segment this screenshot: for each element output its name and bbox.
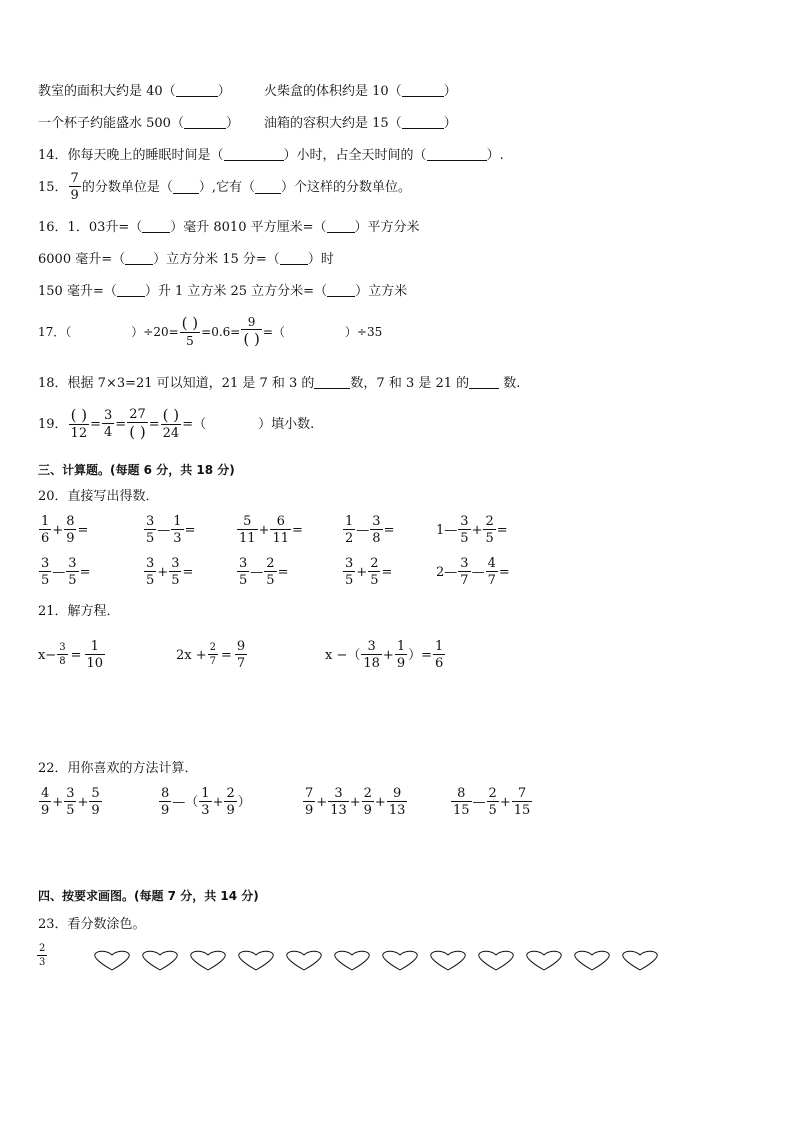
fraction: ( ) 24 [162, 406, 180, 441]
answer-blank[interactable] [255, 181, 281, 194]
operator: 2— [436, 564, 458, 580]
fraction: ( ) 5 [181, 314, 199, 348]
expression-4[interactable]: 8 15 — 2 5 + $\frac{7}{15}$ [453, 786, 531, 818]
q13-line-b: 火柴盒的体积约是 10（ ） [264, 84, 457, 99]
operator: — [471, 564, 485, 580]
expression-1[interactable]: 4 9 + $\frac{3}{5}$ + $\frac{5}{9}$ [41, 786, 100, 818]
q13-line-d: 油箱的容积大约是 15（ ） [264, 116, 457, 131]
question-16-line-1: 16．1．03升=（ ）毫升 8010 平方厘米=（ ）平方分米 [38, 220, 420, 235]
operator: — [250, 564, 264, 580]
fraction: $\frac{5}{9}$ [91, 786, 100, 818]
q13-line-c: 一个杯子约能盛水 500（ ） [38, 116, 239, 131]
fraction: $\frac{3}{5}$ [171, 556, 180, 588]
fraction: $\frac{2}{5}$ [266, 556, 275, 588]
fraction: 4 9 [41, 786, 50, 818]
answer-blank[interactable] [402, 84, 444, 97]
arithmetic-item[interactable] [38, 515, 88, 545]
answer-blank[interactable] [427, 148, 487, 161]
operator: = [277, 564, 289, 580]
fraction: $\frac{1}{10}$ [86, 639, 104, 671]
fraction: 8 9 [161, 786, 170, 818]
fraction: $\frac{3}{5}$ [68, 556, 77, 588]
operator: = [496, 522, 508, 538]
operator: = [184, 522, 196, 538]
fraction: $\frac{2}{9}$ [363, 786, 372, 818]
fraction: 7 9 [70, 171, 79, 203]
question-17: 17．（ ）÷20= ( ) 5 =0.6= 9 ( ) =（ ）÷35 [38, 314, 383, 348]
operator: = [77, 522, 89, 538]
section-3-title: 三、计算题。(每题 6 分，共 18 分) [38, 463, 235, 477]
fraction: $\frac{3}{4}$ [104, 408, 113, 440]
fraction: $\frac{2}{9}$ [226, 786, 235, 818]
fraction: $\frac{2}{5}$ [370, 556, 379, 588]
fraction: 7 9 [305, 786, 314, 818]
fraction: $\frac{3}{13}$ [330, 786, 347, 818]
operator: = [498, 564, 510, 580]
operator: + [258, 522, 270, 538]
fraction: 1 3 [201, 786, 210, 818]
answer-blank[interactable] [173, 181, 199, 194]
arithmetic-item[interactable] [436, 557, 510, 587]
expression-3[interactable]: 7 9 + $\frac{3}{13}$ + $\frac{2}{9}$ + $\frac{9}{13}$ [305, 786, 406, 818]
heart-icon[interactable] [330, 950, 374, 974]
answer-blank[interactable] [469, 376, 499, 389]
heart-icon[interactable] [618, 950, 662, 974]
operator: — [356, 522, 370, 538]
fraction: $\frac{2}{7}$ [209, 642, 217, 667]
question-18: 18．根据 7×3=21 可以知道，21 是 7 和 3 的 数，7 和 3 是 21 的 数. [38, 376, 521, 391]
fraction: $\frac{3}{5}$ [66, 786, 75, 818]
answer-blank[interactable] [117, 284, 145, 297]
fraction: 3 5 [239, 556, 248, 588]
question-16-line-2: 6000 毫升=（ ）立方分米 15 分=（ ）时 [38, 252, 334, 267]
q23-fraction: $\frac{2}{3}$ [39, 943, 46, 968]
operator: = [182, 564, 194, 580]
fraction: 5 11 [239, 514, 256, 546]
answer-blank[interactable] [184, 116, 226, 129]
arithmetic-item[interactable] [436, 515, 508, 545]
fraction: $\frac{4}{7}$ [487, 556, 496, 588]
question-15: 15． 7 9 的分数单位是（ ）,它有（ ）个这样的分数单位。 [38, 171, 411, 203]
question-21-title: 21．解方程． [38, 604, 120, 619]
section-4-title: 四、按要求画图。(每题 7 分，共 14 分) [38, 889, 259, 903]
operator: + [471, 522, 483, 538]
equation-2[interactable]: 2x + $\frac{2}{7}$ = $\frac{9}{7}$ [176, 639, 246, 671]
operator: = [381, 564, 393, 580]
answer-blank[interactable] [142, 220, 170, 233]
heart-icon[interactable] [138, 950, 182, 974]
arithmetic-item[interactable] [236, 515, 303, 545]
question-23-title: 23．看分数涂色。 [38, 917, 146, 932]
operator: + [157, 564, 169, 580]
q13-line-a: 教室的面积大约是 40（ ） [38, 84, 231, 99]
fraction: $\frac{7}{15}$ [513, 786, 531, 818]
arithmetic-item[interactable] [236, 557, 288, 587]
fraction: $\frac{8}{9}$ [66, 514, 75, 546]
operator: — [157, 522, 171, 538]
equation-1[interactable]: x− $\frac{3}{8}$ = $\frac{1}{10}$ [38, 639, 104, 671]
arithmetic-item[interactable] [143, 557, 193, 587]
fraction: $\frac{2}{5}$ [485, 514, 494, 546]
operator: — [52, 564, 66, 580]
question-16-line-3: 150 毫升=（ ）升 1 立方米 25 立方分米=（ ）立方米 [38, 284, 408, 299]
question-22-title: 22．用你喜欢的方法计算． [38, 761, 198, 776]
heart-icon[interactable] [570, 950, 614, 974]
heart-icon[interactable] [378, 950, 422, 974]
heart-icon[interactable] [426, 950, 470, 974]
fraction: 3 5 [146, 556, 155, 588]
fraction: $\frac{3}{8}$ [372, 514, 381, 546]
arithmetic-item[interactable] [143, 515, 195, 545]
fraction: $\frac{6}{11}$ [272, 514, 289, 546]
fraction: $\frac{1}{3}$ [173, 514, 182, 546]
fraction: 3 18 [363, 639, 380, 671]
fraction: 2 5 [488, 786, 497, 818]
operator: = [383, 522, 395, 538]
arithmetic-item[interactable] [38, 557, 90, 587]
fraction: 3 7 [460, 556, 469, 588]
heart-icon[interactable] [186, 950, 230, 974]
answer-blank[interactable] [176, 84, 218, 97]
fraction: 3 5 [460, 514, 469, 546]
answer-blank[interactable] [327, 220, 355, 233]
answer-blank[interactable] [327, 284, 355, 297]
fraction: $\frac{1}{6}$ [435, 639, 444, 671]
fraction: $\frac{9}{13}$ [388, 786, 406, 818]
operator: + [52, 522, 64, 538]
answer-blank[interactable] [314, 376, 350, 389]
fraction: 3 5 [146, 514, 155, 546]
fraction: 1 2 [345, 514, 354, 546]
fraction: 3 5 [41, 556, 50, 588]
arithmetic-item[interactable] [342, 515, 394, 545]
operator: = [292, 522, 303, 538]
arithmetic-item[interactable] [342, 557, 392, 587]
operator: 1— [436, 522, 458, 538]
heart-icon[interactable] [90, 950, 134, 974]
operator: + [356, 564, 368, 580]
fraction: $\frac{9}{7}$ [236, 639, 246, 671]
answer-blank[interactable] [125, 252, 153, 265]
question-19: 19． ( ) 12 = $\frac{3}{4}$ = 27 ( ) = ( ) 24 =（ ）填小数. [38, 406, 315, 441]
fraction: 8 15 [453, 786, 470, 818]
heart-icon[interactable] [474, 950, 518, 974]
equation-3[interactable]: x −（ 3 18 + $\frac{1}{9}$ ）= $\frac{1}{6}$ [325, 639, 444, 671]
fraction: $\frac{3}{8}$ [59, 642, 66, 667]
heart-icon[interactable] [282, 950, 326, 974]
fraction: 1 6 [41, 514, 50, 546]
answer-blank[interactable] [280, 252, 308, 265]
question-14: 14．你每天晚上的睡眠时间是（ ）小时，占全天时间的（ ）. [38, 148, 504, 163]
answer-blank[interactable] [224, 148, 284, 161]
fraction: ( ) 12 [70, 406, 88, 441]
operator: = [79, 564, 91, 580]
question-20-title: 20．直接写出得数． [38, 489, 159, 504]
heart-icon[interactable] [522, 950, 566, 974]
fraction: $\frac{1}{9}$ [396, 639, 406, 671]
fraction: 27 ( ) [129, 407, 146, 441]
fraction: 9 ( ) [243, 315, 260, 348]
heart-icon[interactable] [234, 950, 278, 974]
expression-2[interactable]: 8 9 —（ 1 3 + $\frac{2}{9}$ ） [161, 786, 251, 818]
fraction: 3 5 [345, 556, 354, 588]
answer-blank[interactable] [402, 116, 444, 129]
